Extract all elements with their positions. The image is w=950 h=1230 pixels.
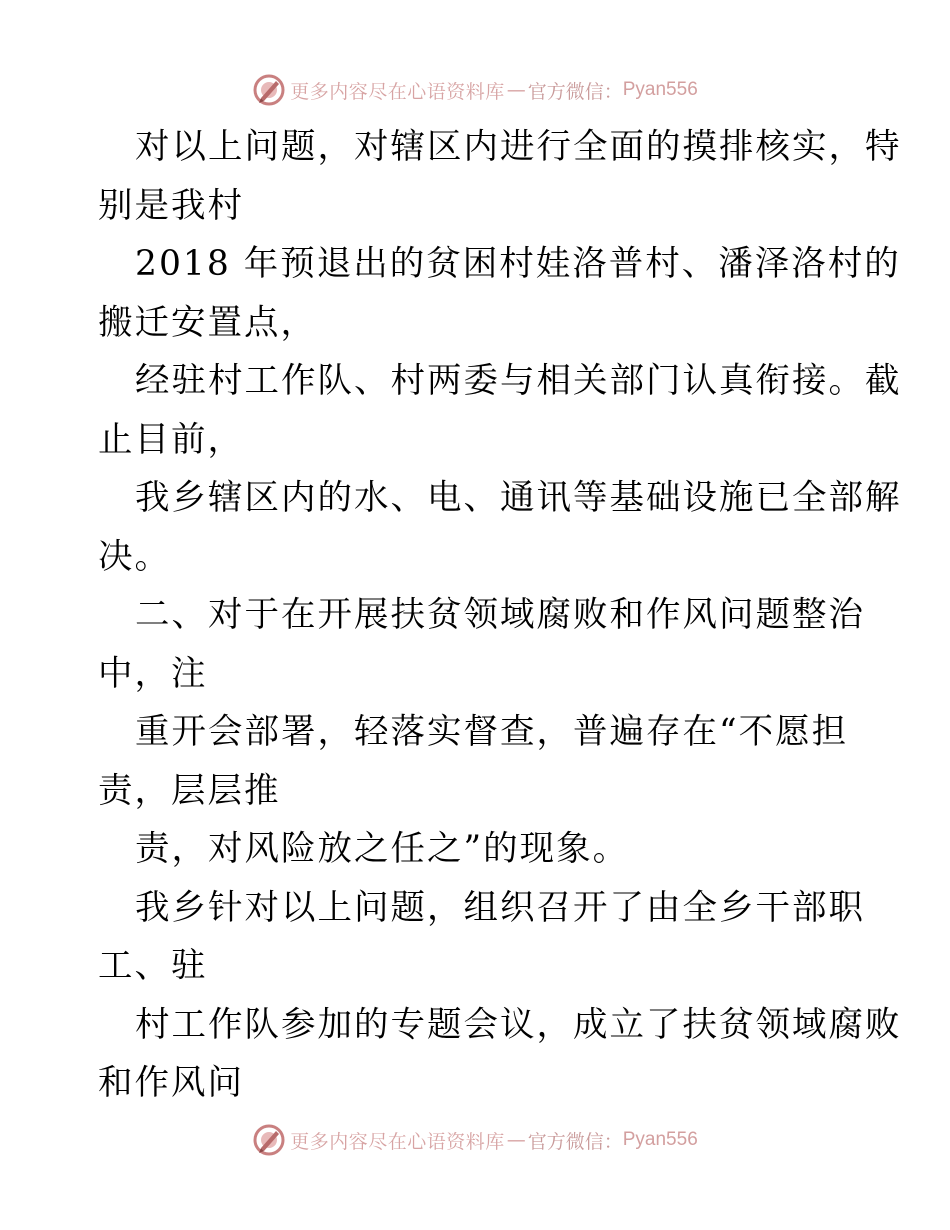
document-body xyxy=(98,118,902,1113)
watermark-wechat-label: 官方微信： xyxy=(527,80,623,103)
watermark-wechat-label: 官方微信： xyxy=(527,1130,623,1153)
watermark-wechat-id: Pyan556 xyxy=(622,79,698,100)
text-line: 经驻村工作队、村两委与相关部门认真衔接。截 xyxy=(135,361,902,401)
watermark-separator: — xyxy=(506,1129,526,1151)
watermark-separator: — xyxy=(506,79,526,101)
pen-logo-icon xyxy=(252,1123,286,1157)
footer-watermark xyxy=(0,1120,950,1160)
text-line: 重开会部署，轻落实督查，普遍存在“不愿担 xyxy=(135,712,849,752)
text-line: 村工作队参加的专题会议，成立了扶贫领域腐败 xyxy=(135,1004,902,1045)
text-line: 我乡针对以上问题，组织召开了由全乡干部职 xyxy=(135,887,865,928)
watermark-text: 更多内容尽在心语资料库 xyxy=(290,1130,505,1153)
text-line: 决。 xyxy=(98,536,171,577)
text-line: 我乡辖区内的水、电、通讯等基础设施已全部解 xyxy=(135,478,902,518)
text-line: 工、驻 xyxy=(98,946,208,986)
text-line: 2018 年预退出的贫困村娃洛普村、潘泽洛村的 xyxy=(135,244,901,284)
header-watermark xyxy=(0,70,950,110)
watermark-text: 更多内容尽在心语资料库 xyxy=(290,80,505,103)
watermark-wechat-id: Pyan556 xyxy=(622,1129,698,1150)
text-line: 别是我村 xyxy=(98,185,244,226)
text-line: 止目前， xyxy=(98,419,244,460)
pen-logo-icon xyxy=(252,73,286,107)
text-line: 对以上问题，对辖区内进行全面的摸排核实，特 xyxy=(135,127,902,167)
text-line: 和作风问 xyxy=(98,1063,244,1103)
text-line: 责，层层推 xyxy=(98,770,281,811)
text-line: 二、对于在开展扶贫领域腐败和作风问题整治 xyxy=(135,595,865,635)
text-line: 中，注 xyxy=(98,653,208,694)
text-line: 责，对风险放之任之”的现象。 xyxy=(135,829,630,869)
text-line: 搬迁安置点， xyxy=(98,302,317,343)
